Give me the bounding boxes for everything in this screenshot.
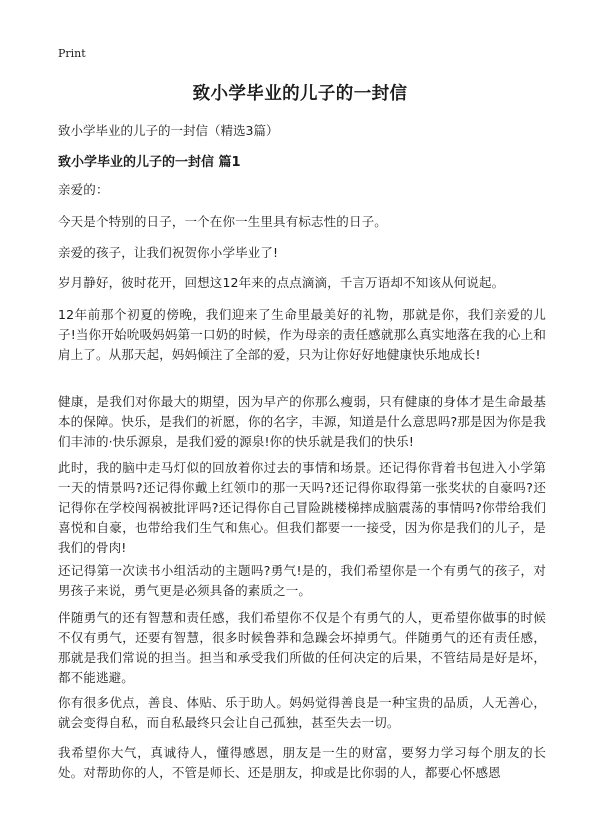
- paragraph: 岁月静好，彼时花开，回想这12年来的点点滴滴，千言万语却不知该从何说起。: [58, 275, 505, 290]
- paragraph: 你有很多优点，善良、体贴、乐于助人。妈妈觉得善良是一种宝贵的品质，人无善心，就会变得自私，而自私最终只会让自己孤独，甚至失去一切。: [58, 695, 546, 730]
- section-heading: 致小学毕业的儿子的一封信 篇1: [58, 155, 241, 170]
- paragraph-salutation: 亲爱的：: [58, 182, 109, 197]
- paragraph: 今天是个特别的日子，一个在你一生里具有标志性的日子。: [58, 214, 387, 229]
- paragraph: 伴随勇气的还有智慧和责任感，我们希望你不仅是个有勇气的人，更希望你做事的时候不仅有勇气，还要有智慧，很多时候鲁莽和急躁会坏掉勇气。伴随勇气的还有责任感，那就是我们常说的担当。担当和承受我们所做的任何决定的后果，不管结局是好是坏，都不能逃避。: [58, 610, 546, 685]
- paragraph: 健康，是我们对你最大的期望，因为早产的你那么瘦弱，只有健康的身体才是生命最基本的保障。快乐，是我们的祈愿，你的名字，丰源，知道是什么意思吗?那是因为你是我们丰沛的·快乐源泉，是我们爱的源泉!你的快乐就是我们的快乐!: [58, 394, 546, 449]
- paragraph: 此时，我的脑中走马灯似的回放着你过去的事情和场景。还记得你背着书包进入小学第一天的情景吗?还记得你戴上红领巾的那一天吗?还记得你取得第一张奖状的自豪吗?还记得你在学校闯祸被批评吗?还记得你自己冒险跳楼梯摔成脑震荡的事情吗?你带给我们喜悦和自豪，也带给我们生气和焦心。但我们都要一一接受，因为你是我们的儿子，是我们的骨肉!: [58, 460, 546, 555]
- paragraph: 亲爱的孩子，让我们祝贺你小学毕业了!: [58, 245, 279, 260]
- paragraph: 还记得第一次读书小组活动的主题吗?勇气!是的，我们希望你是一个有勇气的孩子，对男孩子来说，勇气更是必须具备的素质之一。: [58, 563, 546, 598]
- document-subtitle: 致小学毕业的儿子的一封信（精选3篇）: [58, 123, 279, 138]
- paragraph: 12年前那个初夏的傍晚，我们迎来了生命里最美好的礼物，那就是你，我们亲爱的儿子!当你开始吮吸妈妈第一口奶的时候，作为母亲的责任感就那么真实地落在我的心上和肩上了。从那天起，妈妈倾注了全部的爱，只为让你好好地健康快乐地成长!: [58, 307, 546, 362]
- paragraph: 我希望你大气，真诚待人，懂得感恩，朋友是一生的财富，要努力学习每个朋友的长处。对帮助你的人，不管是师长、还是朋友，抑或是比你弱的人，都要心怀感恩: [58, 745, 546, 780]
- print-label: Print: [58, 47, 86, 60]
- page-title: 致小学毕业的儿子的一封信: [192, 84, 408, 104]
